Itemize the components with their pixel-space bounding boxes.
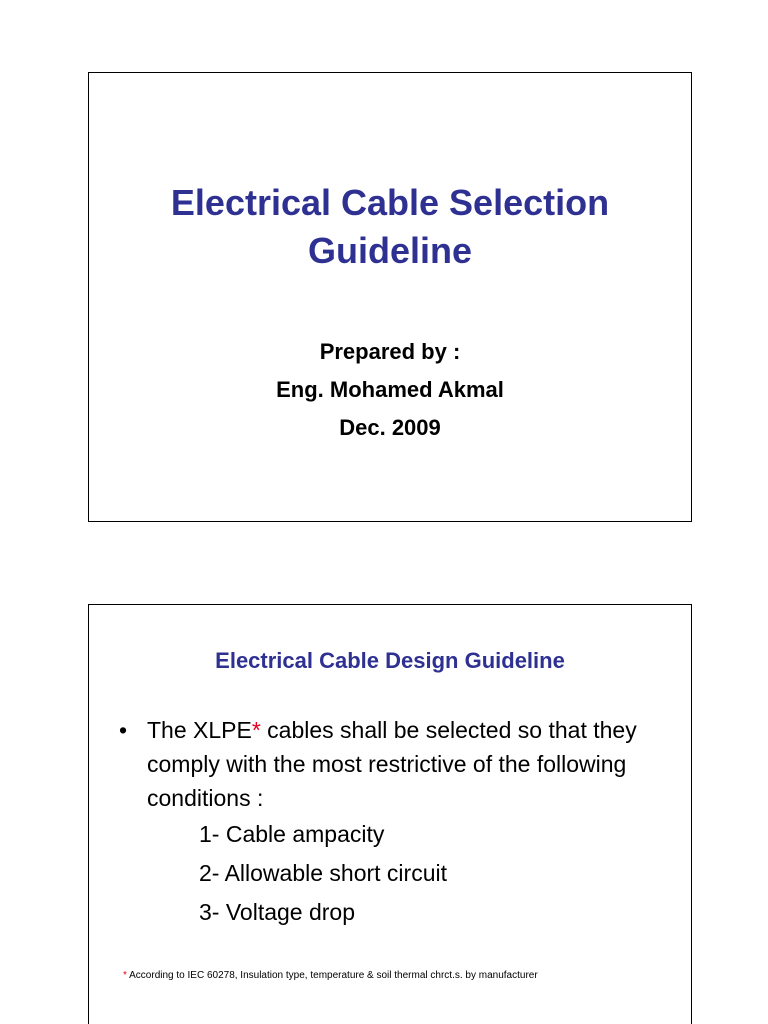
bullet-item: [119, 713, 679, 815]
author-block: [89, 333, 691, 447]
bullet-text-suffix: cables shall be selected so that they comply with the most restrictive of the following conditions :: [147, 717, 637, 811]
footnote-text: According to IEC 60278, Insulation type, temperature & soil thermal chrct.s. by manufacturer: [126, 970, 538, 981]
author-name: Eng. Mohamed Akmal: [276, 377, 504, 402]
prepared-by-label: Prepared by :: [319, 339, 461, 364]
footnote-asterisk: *: [251, 717, 261, 743]
conditions-list: [199, 815, 447, 932]
date-text: Dec. 2009: [339, 415, 441, 440]
title-slide: [88, 72, 692, 522]
content-slide: [88, 604, 692, 1024]
footnote: [123, 969, 538, 983]
slide-heading: Electrical Cable Design Guideline: [215, 648, 565, 673]
slide-title-line: Guideline: [307, 230, 473, 271]
bullet-paragraph: [119, 713, 679, 815]
slide-title: [89, 179, 691, 275]
list-item: 3- Voltage drop: [199, 899, 356, 925]
bullet-marker: •: [119, 717, 128, 743]
slide-title-line: Electrical Cable Selection: [170, 182, 610, 223]
footnote-asterisk: *: [123, 970, 127, 981]
list-item: 2- Allowable short circuit: [199, 860, 447, 886]
bullet-text-prefix: The XLPE: [147, 717, 252, 743]
list-item: 1- Cable ampacity: [199, 821, 385, 847]
